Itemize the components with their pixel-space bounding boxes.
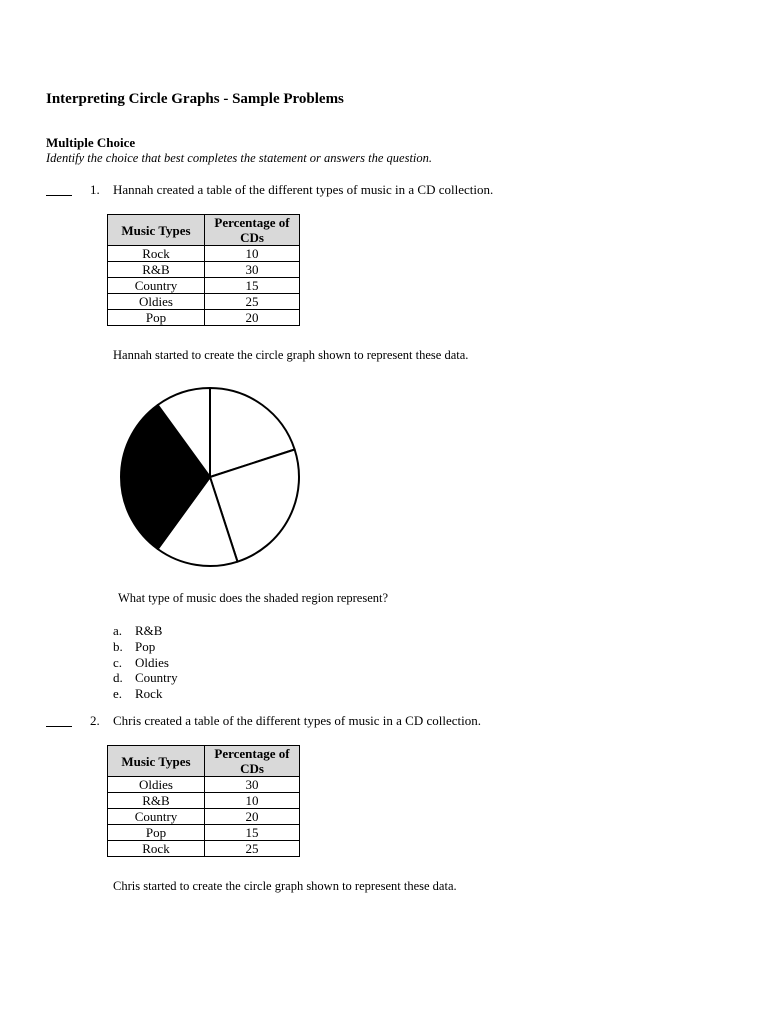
page-title: Interpreting Circle Graphs - Sample Problems <box>46 91 344 107</box>
section-heading: Multiple Choice <box>46 135 136 150</box>
table-cell: Oldies <box>108 777 205 793</box>
table-cell: 10 <box>205 793 300 809</box>
table-row <box>108 278 300 294</box>
table-cell: Rock <box>108 246 205 262</box>
circle-graph <box>115 384 305 574</box>
table-row <box>108 310 300 326</box>
choice-b[interactable] <box>113 639 178 655</box>
table-cell: R&B <box>108 793 205 809</box>
table-cell: Pop <box>108 310 205 326</box>
table-cell: 20 <box>205 310 300 326</box>
choice-a[interactable] <box>113 623 178 639</box>
table-cell: 30 <box>205 777 300 793</box>
table-cell: Country <box>108 809 205 825</box>
table-row <box>108 825 300 841</box>
table-cell: 15 <box>205 278 300 294</box>
choice-text: Rock <box>135 686 163 702</box>
choice-letter: e. <box>113 686 123 702</box>
choice-text: Country <box>135 670 178 686</box>
table-cell: 10 <box>205 246 300 262</box>
table-header: Percentage of CDs <box>205 746 300 777</box>
table-cell: 15 <box>205 825 300 841</box>
table-cell: 30 <box>205 262 300 278</box>
choice-text: Oldies <box>135 654 169 670</box>
table-cell: Oldies <box>108 294 205 310</box>
choice-letter: a. <box>113 623 123 638</box>
table-cell: 25 <box>205 294 300 310</box>
answer-blank-1[interactable] <box>46 183 72 201</box>
table-cell: R&B <box>108 262 205 278</box>
choice-text: Pop <box>135 638 156 654</box>
answer-blank-2[interactable] <box>46 714 72 732</box>
question-number-2: 2. <box>90 713 100 728</box>
table-cell: Pop <box>108 825 205 841</box>
data-table-2 <box>107 745 300 857</box>
table-row <box>108 246 300 262</box>
table-cell: 25 <box>205 841 300 857</box>
question-number-1: 1. <box>90 182 100 197</box>
question-text-1: Hannah created a table of the different types of music in a CD collection. <box>113 182 494 197</box>
choice-e[interactable] <box>113 686 178 702</box>
table-row <box>108 294 300 310</box>
table-cell: 20 <box>205 809 300 825</box>
question-intro-1: Hannah started to create the circle graph shown to represent these data. <box>113 348 469 362</box>
table-row <box>108 262 300 278</box>
choice-text: R&B <box>135 623 163 638</box>
table-header: Percentage of CDs <box>205 215 300 246</box>
table-row <box>108 841 300 857</box>
table-cell: Country <box>108 278 205 294</box>
choice-letter: d. <box>113 670 123 686</box>
table-row <box>108 777 300 793</box>
choice-letter: b. <box>113 638 123 654</box>
table-header: Music Types <box>108 215 205 246</box>
choice-c[interactable] <box>113 655 178 671</box>
answer-choices-1 <box>113 623 178 702</box>
question-intro-2: Chris started to create the circle graph shown to represent these data. <box>113 879 457 893</box>
choice-letter: c. <box>113 654 123 670</box>
table-row <box>108 793 300 809</box>
question-text-2: Chris created a table of the different types of music in a CD collection. <box>113 713 481 728</box>
question-prompt-1: What type of music does the shaded region represent? <box>118 591 389 605</box>
table-cell: Rock <box>108 841 205 857</box>
table-header: Music Types <box>108 746 205 777</box>
instructions: Identify the choice that best completes the statement or answers the question. <box>46 151 433 165</box>
data-table-1 <box>107 214 300 326</box>
table-row <box>108 809 300 825</box>
choice-d[interactable] <box>113 670 178 686</box>
